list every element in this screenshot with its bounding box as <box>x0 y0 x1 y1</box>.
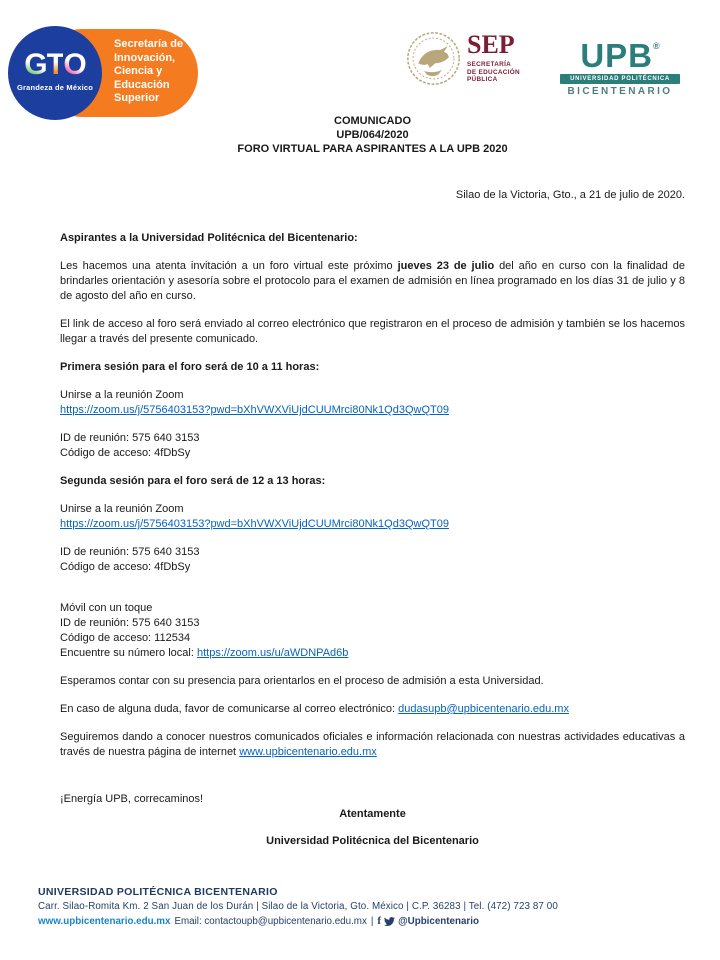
footer-social-handle: @Upbicentenario <box>398 915 479 927</box>
footer-institution-name: UNIVERSIDAD POLITÉCNICA BICENTENARIO <box>38 886 278 898</box>
local-number-line <box>60 646 685 661</box>
session2-heading: Segunda sesión para el foro será de 12 a 13 horas: <box>60 475 326 487</box>
gto-secretaria-line: Secretaría de <box>114 38 184 50</box>
join-zoom-label-2: Unirse a la reunión Zoom <box>60 503 184 515</box>
title-line-comunicado: COMUNICADO <box>334 115 411 127</box>
header-logos <box>0 24 720 124</box>
paragraph-updates <box>60 730 685 760</box>
gto-blue-circle <box>8 26 102 120</box>
paragraph-invitation <box>60 259 685 304</box>
title-line-folio: UPB/064/2020 <box>336 129 409 141</box>
signature-institution: Universidad Politécnica del Bicentenario <box>266 835 479 847</box>
gto-secretaria-line: Superior <box>114 92 160 104</box>
footer-social-icons <box>377 915 479 927</box>
gto-tagline: Grandeza de México <box>16 83 94 92</box>
doubts-email-link[interactable]: dudasupb@upbicentenario.edu.mx <box>398 703 569 715</box>
meeting-id-2: ID de reunión: 575 640 3153 <box>60 546 200 558</box>
gto-secretaria-line: Educación <box>114 78 170 91</box>
invitation-text-continued: del año en curso con la finalidad de brindarles orientación y asesoría sobre el protocolo para el examen de admisión en línea programado en los días 31 de julio y 8 de agosto del año en curso. <box>60 260 685 302</box>
doubts-text: En caso de alguna duda, favor de comunicarse al correo electrónico: <box>60 703 399 715</box>
upb-band-text: UNIVERSIDAD POLITÉCNICA <box>560 74 680 84</box>
slogan-line: ¡Energía UPB, correcaminos! <box>60 793 204 805</box>
paragraph-access-link-info: El link de acceso al foro será enviado al correo electrónico que registraron en el proceso de admisión y también se los hacemos llegar a través del presente comunicado. <box>60 318 685 345</box>
footer-contact-block <box>38 886 698 927</box>
upb-logo <box>560 28 680 97</box>
local-number-label: Encuentre su número local: <box>60 647 197 659</box>
upb-bicentenario-text: BICENTENARIO <box>567 86 673 97</box>
upb-acronym <box>560 28 680 74</box>
footer-website-link[interactable]: www.upbicentenario.edu.mx <box>38 915 171 927</box>
gto-letter-g: G <box>24 48 47 81</box>
zoom-link-line-2 <box>60 517 685 532</box>
zoom-meeting-link-1[interactable]: https://zoom.us/j/5756403153?pwd=bXhVWXViUjdCUUMrci80Nk1Qd3QwQT09 <box>60 404 449 416</box>
letter-body <box>60 231 685 849</box>
twitter-icon[interactable] <box>384 916 395 927</box>
footer-email: Email: contactoupb@upbicentenario.edu.mx <box>174 915 367 927</box>
gto-secretaria-label <box>114 38 183 106</box>
sep-subtitle <box>467 61 520 84</box>
footer-separator: | <box>370 915 374 927</box>
communique-title-block <box>60 114 685 156</box>
zoom-link-line-1 <box>60 403 685 418</box>
closing-atentamente: Atentamente <box>339 808 406 820</box>
invitation-text: Les hacemos una atenta invitación a un foro virtual este próximo <box>60 260 398 272</box>
join-zoom-label-1: Unirse a la reunión Zoom <box>60 389 184 401</box>
mexican-eagle-seal-icon <box>405 30 462 87</box>
gto-letter-o: O <box>63 48 86 81</box>
facebook-icon[interactable]: f <box>377 915 382 927</box>
gto-guanajuato-logo <box>8 26 198 120</box>
updates-website-link[interactable]: www.upbicentenario.edu.mx <box>239 746 377 758</box>
updates-text: Seguiremos dando a conocer nuestros comunicados oficiales e información relacionada con nuestras actividades educativas a través de nuestra página de internet <box>60 731 685 758</box>
sep-subtitle-line: DE EDUCACIÓN <box>467 68 520 76</box>
upb-acronym-text: UPB <box>580 37 654 74</box>
session1-heading: Primera sesión para el foro será de 10 a 11 horas: <box>60 361 320 373</box>
sep-wordmark <box>467 30 520 84</box>
local-number-link[interactable]: https://zoom.us/u/aWDNPAd6b <box>196 647 349 659</box>
date-line: Silao de la Victoria, Gto., a 21 de julio de 2020. <box>455 189 685 201</box>
paragraph-presence: Esperamos contar con su presencia para orientarlos en el proceso de admisión a esta Universidad. <box>60 675 544 687</box>
meeting-id-1: ID de reunión: 575 640 3153 <box>60 432 200 444</box>
forum-date-emphasis: jueves 23 de julio <box>397 260 495 272</box>
mobile-meeting-id: ID de reunión: 575 640 3153 <box>60 617 200 629</box>
access-code-1: Código de acceso: 4fDbSy <box>60 447 191 459</box>
footer-address-line: Carr. Silao-Romita Km. 2 San Juan de los Durán | Silao de la Victoria, Gto. México | C.P. 36283 | Tel. (472) 723 87 00 <box>38 901 558 912</box>
gto-acronym <box>8 50 102 80</box>
zoom-meeting-link-2[interactable]: https://zoom.us/j/5756403153?pwd=bXhVWXViUjdCUUMrci80Nk1Qd3QwQT09 <box>60 518 449 530</box>
mobile-access-code: Código de acceso: 112534 <box>60 632 191 644</box>
paragraph-doubts <box>60 702 685 717</box>
sep-subtitle-line: PÚBLICA <box>467 76 498 84</box>
title-line-subject: FORO VIRTUAL PARA ASPIRANTES A LA UPB 2020 <box>237 143 508 155</box>
sep-acronym: SEP <box>467 30 515 59</box>
gto-secretaria-line: Innovación, <box>114 51 176 64</box>
gto-secretaria-line: Ciencia y <box>114 65 163 77</box>
mobile-one-tap-heading: Móvil con un toque <box>60 602 153 614</box>
gto-letter-t: T <box>46 48 64 81</box>
access-code-2: Código de acceso: 4fDbSy <box>60 561 191 573</box>
salutation: Aspirantes a la Universidad Politécnica del Bicentenario: <box>60 232 358 244</box>
footer-web-email-line <box>38 915 698 927</box>
sep-subtitle-line: SECRETARÍA <box>467 61 512 68</box>
sep-logo <box>405 30 520 87</box>
registered-trademark-icon: ® <box>653 41 660 51</box>
